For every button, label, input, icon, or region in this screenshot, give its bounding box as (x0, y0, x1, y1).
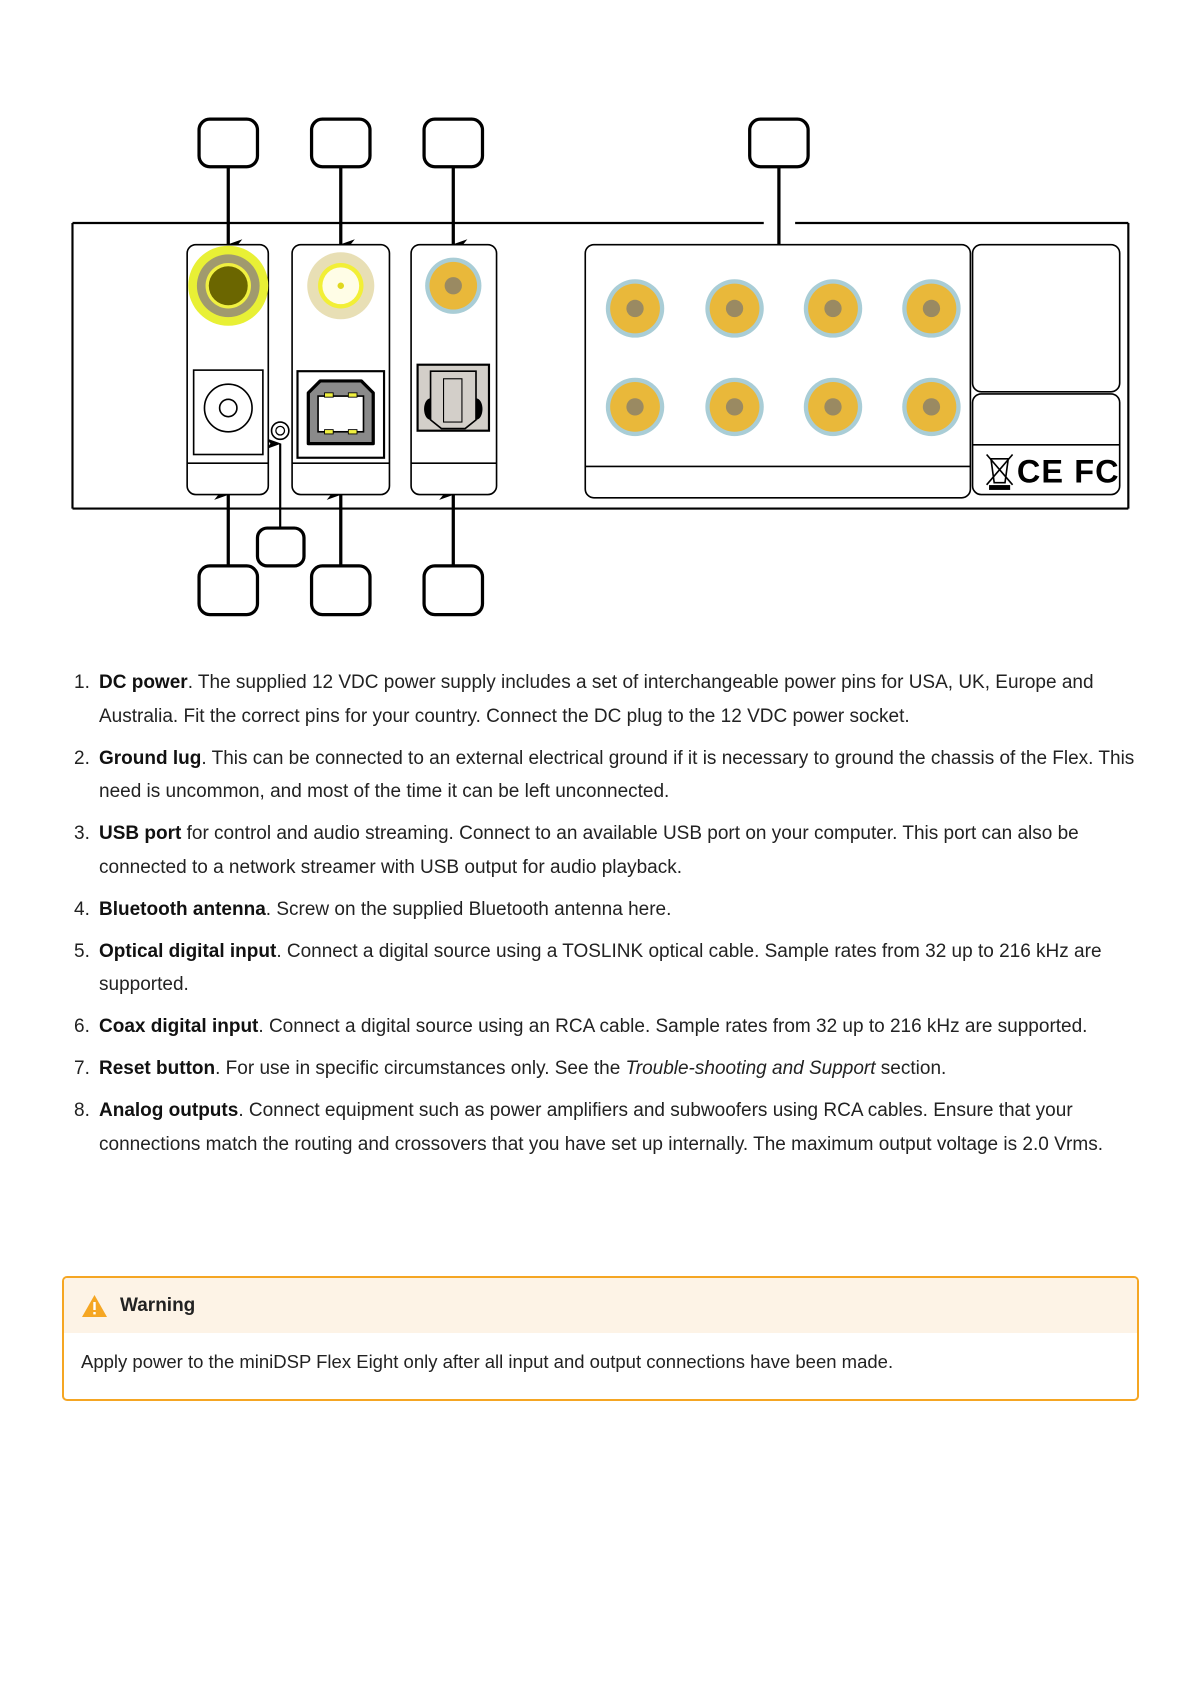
item-title: Bluetooth antenna (99, 898, 266, 920)
rear-panel-diagram (0, 0, 1190, 671)
item-title: Reset button (99, 1058, 216, 1079)
callout-box-3b (312, 566, 370, 615)
item-title: Coax digital input (99, 1016, 259, 1037)
coax-digital-input (307, 252, 374, 319)
rca-output-jack-7 (804, 378, 862, 436)
item-text: . Connect a digital source using an RCA cable. Sample rates from 32 up to 216 kHz are supported. (258, 1016, 1088, 1037)
callout-box-8 (750, 119, 808, 167)
item-text: . For use in specific circumstances only. See the (215, 1058, 626, 1079)
item-title: DC power (99, 672, 188, 693)
list-item-usb-port (74, 817, 1144, 884)
item-text: . This can be connected to an external electrical ground if it is necessary to ground the chassis of the Flex. This need is uncommon, and most of the time it can be left unconnected. (99, 747, 1135, 802)
rca-output-jack-1 (606, 279, 664, 337)
item-title: Ground lug (99, 747, 202, 769)
item-number: 1. (74, 672, 90, 693)
item-number: 8. (74, 1100, 90, 1121)
ce-fcc-logos: CE FC (1016, 453, 1120, 490)
callout-box-6 (199, 566, 257, 615)
list-item-optical-input (74, 935, 1144, 1002)
label-area (973, 245, 1120, 495)
connection-list (74, 666, 1144, 1170)
rca-output-jack-2 (705, 279, 763, 337)
usb-coax-panel (292, 245, 389, 495)
warning-triangle-icon (81, 1294, 108, 1318)
rca-output-jack-3 (804, 279, 862, 337)
callout-box-1 (199, 119, 257, 167)
item-title: Analog outputs (99, 1100, 239, 1121)
optical-panel-rca-jack (425, 258, 481, 314)
item-title: Optical digital input (99, 940, 277, 962)
list-item-dc-power (74, 666, 1144, 733)
rca-output-jack-8 (902, 378, 960, 436)
callout-box-4 (424, 119, 482, 167)
list-item-coax-input (74, 1010, 1144, 1044)
item-text: . Connect a digital source using a TOSLINK optical cable. Sample rates from 32 up to 216 kHz are supported. (99, 940, 1102, 995)
item-number: 4. (74, 898, 90, 920)
item-text: . Connect equipment such as power amplifiers and subwoofers using RCA cables. Ensure that your connections match the routing and crossovers that you have set up internally. The maximum output voltage is 2.0 Vrms. (99, 1100, 1103, 1155)
item-text: . Screw on the supplied Bluetooth antenna here. (265, 898, 672, 920)
callout-box-3 (312, 119, 370, 167)
section-reference: Trouble-shooting and Support (625, 1058, 876, 1079)
analog-outputs-panel (585, 245, 970, 498)
toslink-optical-input (418, 365, 489, 431)
item-text-after: section. (875, 1058, 947, 1079)
list-item-ground-lug (74, 742, 1144, 809)
item-text: for control and audio streaming. Connect to an available USB port on your computer. This port can also be connected to a network streamer with USB output for audio playback. (99, 823, 1079, 878)
item-number: 7. (74, 1058, 90, 1079)
ground-lug (272, 422, 289, 439)
rca-output-jack-4 (902, 279, 960, 337)
list-item-analog-outputs (74, 1094, 1144, 1161)
item-number: 2. (74, 747, 90, 769)
item-title: USB port (99, 823, 182, 844)
item-number: 3. (74, 823, 90, 844)
item-number: 5. (74, 940, 90, 962)
usb-b-port (298, 371, 385, 458)
rca-output-jack-5 (606, 378, 664, 436)
dc-power-socket (194, 370, 263, 454)
rca-output-jack-6 (705, 378, 763, 436)
list-item-reset-button (74, 1052, 1144, 1086)
callout-box-5 (424, 566, 482, 615)
list-item-bluetooth-antenna (74, 893, 1144, 927)
bluetooth-antenna-connector (188, 246, 268, 326)
optical-panel (411, 245, 496, 495)
callout-box-2 (257, 528, 304, 566)
item-text: . The supplied 12 VDC power supply includes a set of interchangeable power pins for USA, UK, Europe and Australia. Fit the correct pins for your country. Connect the DC plug to the 12 VDC power socket. (99, 672, 1094, 727)
warning-header (64, 1278, 1137, 1333)
warning-callout (62, 1276, 1139, 1401)
warning-title: Warning (120, 1294, 196, 1316)
warning-text: Apply power to the miniDSP Flex Eight only after all input and output connections have been made. (81, 1351, 894, 1372)
dc-bluetooth-panel (187, 245, 268, 495)
item-number: 6. (74, 1016, 90, 1037)
